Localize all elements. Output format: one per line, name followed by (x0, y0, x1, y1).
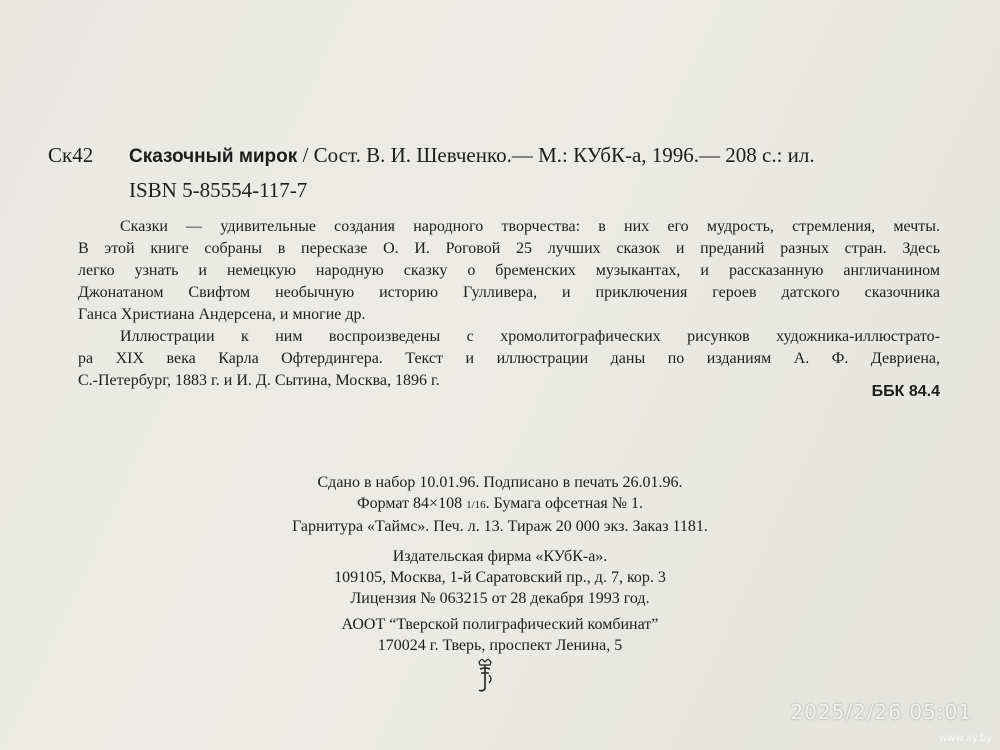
typeset-dates: Сдано в набор 10.01.96. Подписано в печать 26.01.96. (317, 474, 683, 491)
abstract-line: Джонатаном Свифтом необычную историю Гулливера, и приключения героев датского сказочника (78, 284, 940, 301)
abstract-line: Ганса Христиана Андерсена, и многие др. (78, 306, 366, 323)
publisher-license: Лицензия № 063215 от 28 декабря 1993 год. (350, 590, 650, 607)
abstract-line: ра XIX века Карла Офтердингера. Текст и иллюстрации даны по изданиям А. Ф. Девриена, (78, 350, 940, 367)
photo-timestamp: 2025/2/26 05:01 (790, 700, 972, 724)
typeface-line: Гарнитура «Таймс». Печ. л. 13. Тираж 20 000 экз. Заказ 1181. (292, 518, 708, 535)
isbn: ISBN 5-85554-117-7 (129, 178, 308, 202)
bibliographic-record (129, 143, 815, 168)
abstract-line: В этой книге собраны в пересказе О. И. Роговой 25 лучших сказок и преданий разных стран. Здесь (78, 240, 940, 257)
abstract-line: Сказки — удивительные создания народного творчества: в них его мудрость, стремления, мечты. (120, 218, 940, 235)
bibliographic-details: / Сост. В. И. Шевченко.— М.: КУбК-а, 1996.— 208 с.: ил. (297, 143, 815, 167)
printer-emblem-icon (474, 659, 496, 693)
abstract-line: Иллюстрации к ним воспроизведены с хромолитографических рисунков художника-иллюстрато- (120, 328, 940, 345)
printer-details (0, 614, 1000, 656)
bbk-code: ББК 84.4 (871, 383, 940, 400)
format-line: Формат 84×108 1/16. Бумага офсетная № 1. (356, 495, 644, 512)
printer-name: АООТ “Тверской полиграфический комбинат” (341, 616, 659, 633)
abstract-line: легко узнать и немецкую народную сказку о бременских музыкантах, и рассказанную англичанином (78, 262, 940, 279)
site-watermark: www.ay.by (939, 733, 992, 744)
book-title: Сказочный мирок (129, 146, 298, 167)
publisher-name: Издательская фирма «КУбК-а». (392, 548, 608, 565)
abstract (78, 216, 940, 392)
catalog-code: Ск42 (48, 143, 94, 167)
printer-address: 170024 г. Тверь, проспект Ленина, 5 (377, 637, 623, 654)
publisher-details (0, 546, 1000, 609)
abstract-line: С.-Петербург, 1883 г. и И. Д. Сытина, Москва, 1896 г. (78, 372, 440, 389)
print-details (0, 472, 1000, 537)
publisher-address: 109105, Москва, 1-й Саратовский пр., д. 7, кор. 3 (334, 569, 666, 586)
